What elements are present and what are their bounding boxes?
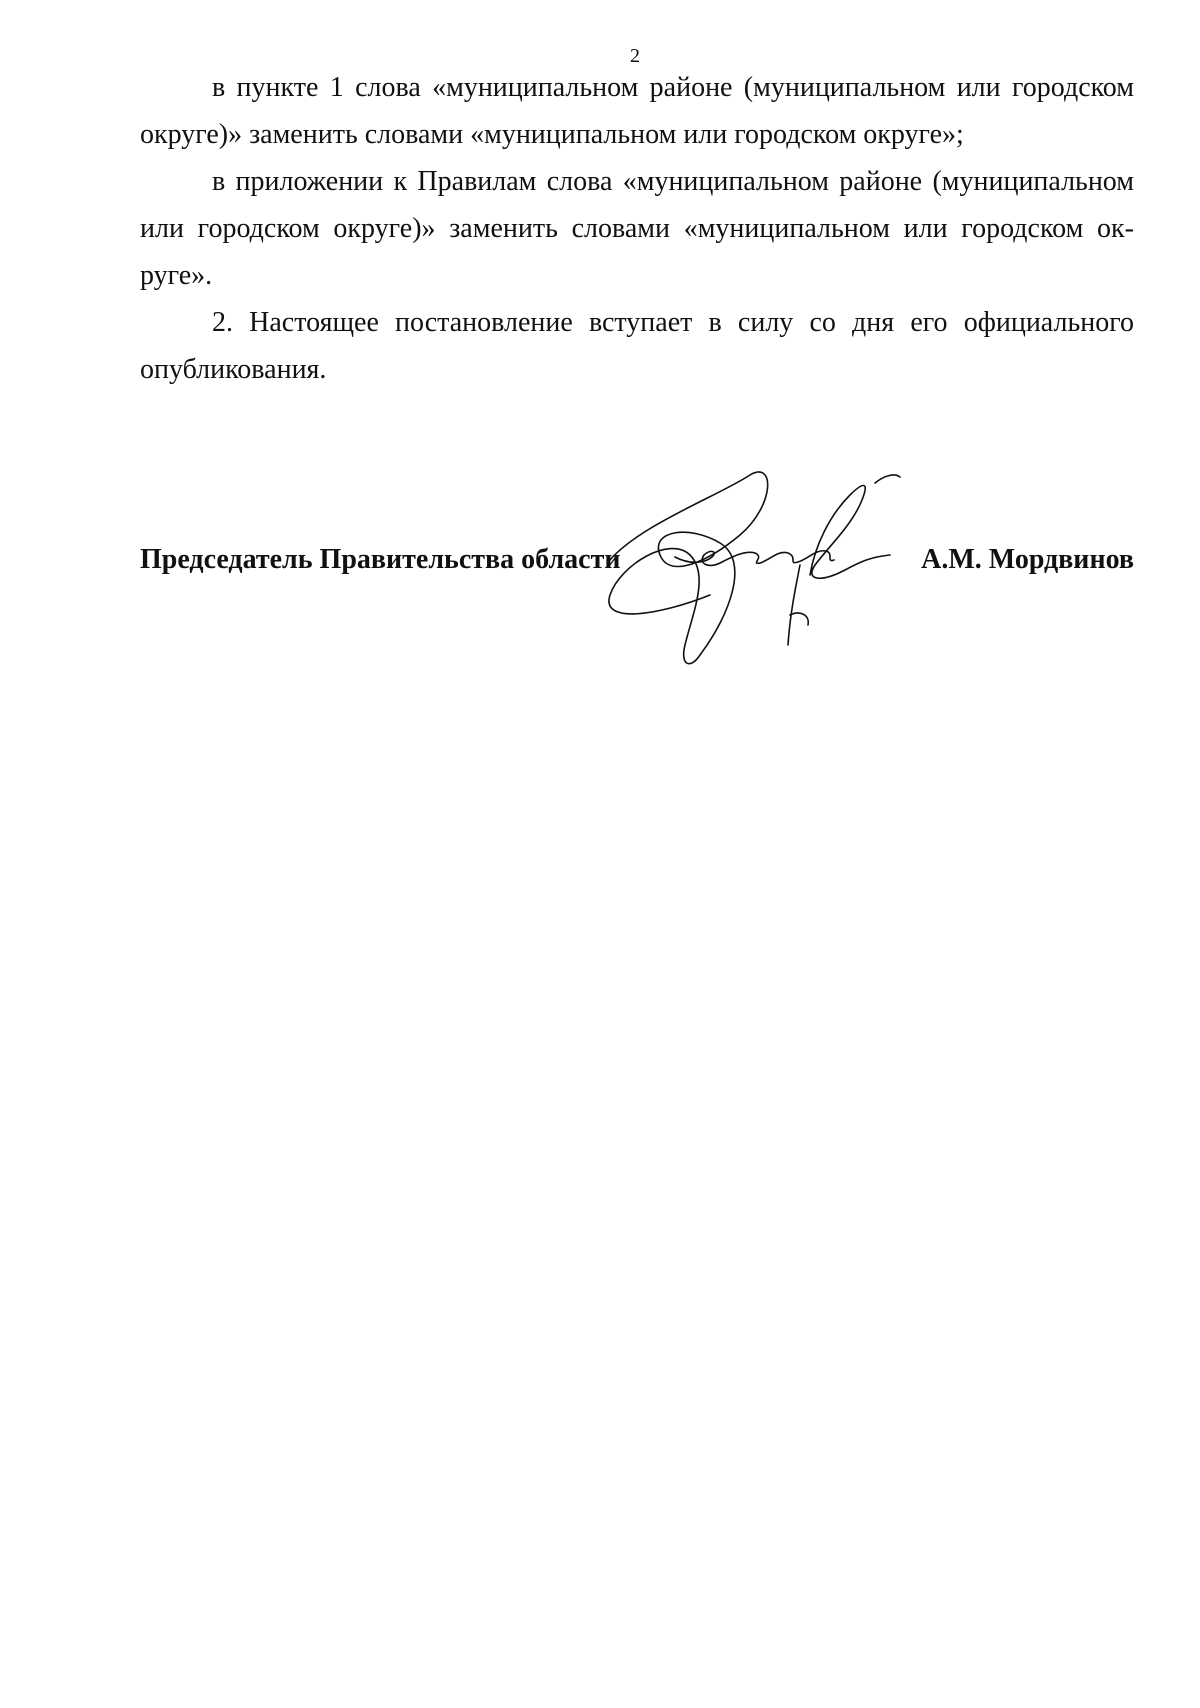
signatory-position: Председатель Правительства области <box>140 544 621 575</box>
paragraph-item-1-amendment: в пункте 1 слова «муниципальном районе (муниципальном или городском округе)» заменить словами «муниципальном или городском округе»; <box>140 72 1134 150</box>
paragraph-appendix-amendment: в приложении к Правилам слова «муниципальном районе (муниципальном или городском округе)» заменить словами «муниципальном или городском ок-руге». <box>140 166 1134 291</box>
paragraph-effective-date: 2. Настоящее постановление вступает в силу со дня его официального опубликования. <box>140 307 1134 385</box>
page-number: 2 <box>630 45 640 67</box>
signatory-name: А.М. Мордвинов <box>921 544 1134 575</box>
signature-block <box>140 540 1134 580</box>
document-body <box>140 64 1134 393</box>
